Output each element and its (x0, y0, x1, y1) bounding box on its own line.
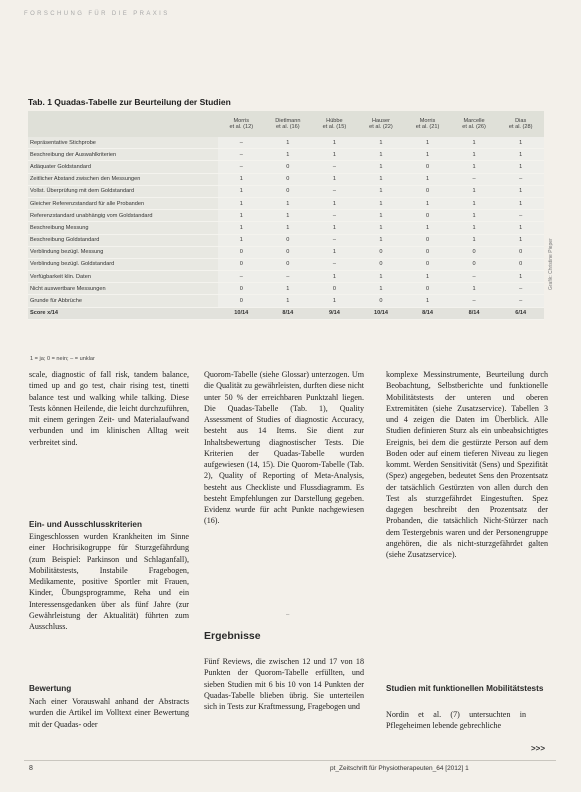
rating-cell: – (218, 161, 265, 173)
rating-cell: 1 (218, 197, 265, 209)
study-column-header (311, 111, 358, 137)
paragraph: Fünf Reviews, die zwischen 12 und 17 von 18 Punkten der Quorom-Tabelle erfüllten, und sieben Studien mit 6 bis 10 von 14 Punkten der Quadas-Tabelle blieben übrig. Sie unterteilen sich in Tests zur Kraftmessung, Fragebogen und (204, 657, 364, 711)
rating-cell: 0 (404, 258, 451, 270)
table-legend: 1 = ja; 0 = nein; – = unklar (30, 356, 95, 362)
rating-cell: 0 (358, 246, 405, 258)
table-row (28, 234, 544, 246)
paragraph: Eingeschlossen wurden Krankheiten im Sinne einer Hochrisikogruppe für Sturzgefährdung (zum Beispiel: Parkinson und Schlaganfall), Mobilitätstests, Instabile Fragebogen, Medikamente, positive Sportler mit Frauen, Kinder, Übungsprogramme, Reha und ein Interessensgedanken über als fünf Jahre (zur Gewährleistung der Aktualität) führten zum Ausschluss. (29, 532, 189, 631)
rating-cell: 6/14 (497, 307, 544, 319)
rating-cell: 1 (311, 149, 358, 161)
rating-cell: 1 (358, 234, 405, 246)
rating-cell: 0 (497, 258, 544, 270)
study-author: Dias (515, 117, 527, 124)
rating-cell: – (497, 283, 544, 295)
rating-cell: 0 (265, 173, 312, 185)
table-title: Tab. 1 Quadas-Tabelle zur Beurteilung der Studien (28, 97, 231, 107)
rating-cell: 0 (311, 283, 358, 295)
rating-cell: 0 (451, 246, 498, 258)
rating-cell: 1 (265, 149, 312, 161)
rating-cell: – (451, 173, 498, 185)
rating-cell: 1 (358, 173, 405, 185)
criterion-cell: Repräsentative Stichprobe (28, 137, 218, 149)
rating-cell: – (497, 295, 544, 307)
study-reference: et al. (12) (229, 124, 254, 130)
rating-cell: 0 (404, 210, 451, 222)
criterion-cell: Vollst. Überprüfung mit dem Goldstandard (28, 185, 218, 197)
page-number: 8 (29, 765, 33, 772)
rating-cell: – (311, 210, 358, 222)
rating-cell: 1 (497, 161, 544, 173)
score-row (28, 307, 544, 319)
rating-cell: 10/14 (218, 307, 265, 319)
rating-cell: 1 (358, 271, 405, 283)
journal-footer: pt_Zeitschrift für Physiotherapeuten_64 [2012] 1 (330, 765, 469, 772)
rating-cell: 1 (218, 185, 265, 197)
rating-cell: 1 (497, 197, 544, 209)
table-row (28, 137, 544, 149)
rating-cell: 1 (358, 283, 405, 295)
rating-cell: 1 (311, 222, 358, 234)
rating-cell: 1 (265, 283, 312, 295)
rating-cell: 1 (404, 222, 451, 234)
criterion-cell: Gleicher Referenzstandard für alle Probanden (28, 197, 218, 209)
photo-credit: Grafik: Christine Pieper (548, 238, 554, 290)
rating-cell: 1 (358, 137, 405, 149)
rating-cell: 1 (497, 234, 544, 246)
rating-cell: 1 (497, 149, 544, 161)
rating-cell: 8/14 (265, 307, 312, 319)
table-row (28, 197, 544, 209)
study-author: Hübbe (326, 117, 343, 124)
rating-cell: 1 (218, 210, 265, 222)
study-reference: et al. (15) (322, 124, 347, 130)
rating-cell: 0 (404, 246, 451, 258)
footer-rule (24, 760, 556, 761)
rating-cell: 1 (404, 197, 451, 209)
rating-cell: 1 (218, 173, 265, 185)
table-row (28, 149, 544, 161)
rating-cell: 1 (358, 161, 405, 173)
section-heading-ein-ausschluss: Ein- und Ausschlusskriterien (29, 520, 142, 529)
rating-cell: 1 (451, 234, 498, 246)
study-column-header (451, 111, 498, 137)
rating-cell: 1 (265, 222, 312, 234)
rating-cell: 1 (497, 271, 544, 283)
rating-cell: 1 (451, 149, 498, 161)
rating-cell: – (311, 185, 358, 197)
criterion-cell: Nicht auswertbare Messungen (28, 283, 218, 295)
rating-cell: 1 (265, 210, 312, 222)
section-heading-bewertung: Bewertung (29, 684, 72, 693)
rating-cell: 0 (404, 185, 451, 197)
rating-cell: 1 (358, 149, 405, 161)
rating-cell: 1 (311, 271, 358, 283)
rating-cell: 0 (218, 258, 265, 270)
rating-cell: 0 (358, 258, 405, 270)
criterion-cell: Grunde für Abbrüche (28, 295, 218, 307)
section-divider: – (286, 612, 290, 618)
rating-cell: 0 (404, 283, 451, 295)
criterion-cell: Zeitlicher Abstand zwischen den Messungen (28, 173, 218, 185)
paragraph: Quorom-Tabelle (siehe Glossar) unterzogen. Um die Qualität zu gewährleisten, durften diese nicht unter 50 % der erreichbaren Punktzahl liegen. Die Quadas-Tabelle (Tab. 1), Quality Assessment of Studies of diagnostic Accuracy, besteht aus 14 Items. Sie dient zur Inhaltsbewertung diagnostischer Tests. Die Kriterien der Quadas-Tabelle wurden aufgewiesen (14, 15). Die Quorom-Tabelle (Tab. 2), Quality of Reporting of Meta-Analysis, besteht aus Checkliste und Flussdiagramm. Es besteht Empfehlungen zur Darstellung gegeben. Evidenz wurde für acht Punkte nachgewiesen (16). (204, 370, 364, 526)
rating-cell: 0 (218, 283, 265, 295)
rating-cell: 1 (358, 210, 405, 222)
rating-cell: – (497, 210, 544, 222)
rating-cell: 10/14 (358, 307, 405, 319)
table-row (28, 161, 544, 173)
rating-cell: 0 (265, 246, 312, 258)
rating-cell: – (451, 295, 498, 307)
rating-cell: 1 (358, 185, 405, 197)
paragraph: scale, diagnostic of fall risk, tandem balance, timed up and go test, chair rising test, tinetti balance test und walking while talking. Diese Tests können Heilende, die leicht durchzuführen, mit einem geringen Zeit- und Materialaufwand verbunden und im klinischen Alltag weit verbreitet sind. (29, 370, 189, 447)
criterion-cell: Verblindung bezügl. Goldstandard (28, 258, 218, 270)
rating-cell: 1 (404, 271, 451, 283)
rating-cell: – (265, 271, 312, 283)
rating-cell: 1 (497, 137, 544, 149)
table-row (28, 210, 544, 222)
rating-cell: 1 (265, 197, 312, 209)
rating-cell: 1 (311, 173, 358, 185)
criterion-cell: Beschreibung Goldstandard (28, 234, 218, 246)
rating-cell: 1 (311, 295, 358, 307)
rating-cell: – (451, 271, 498, 283)
paragraph: Nordin et al. (7) untersuchten in Pflegeheimen lebende gebrechliche (386, 710, 526, 731)
rating-cell: 8/14 (404, 307, 451, 319)
study-author: Morris (419, 117, 436, 124)
rating-cell: – (311, 258, 358, 270)
section-heading-studien-mobilitaetstests: Studien mit funktionellen Mobilitätstests (386, 684, 544, 693)
quadas-table (28, 111, 544, 320)
rating-cell: 1 (358, 197, 405, 209)
study-author: Marcelle (463, 117, 485, 124)
study-column-header (497, 111, 544, 137)
rating-cell: – (311, 161, 358, 173)
paragraph: Nach einer Vorauswahl anhand der Abstracts wurden die Artikel im Volltext einer Bewertung mit der Quadas- oder (29, 697, 189, 729)
study-reference: et al. (22) (369, 124, 393, 130)
rating-cell: 1 (404, 149, 451, 161)
rating-cell: 1 (451, 161, 498, 173)
rating-cell: 1 (265, 137, 312, 149)
study-author: Hauser (371, 117, 390, 124)
rating-cell: 1 (358, 222, 405, 234)
table-row (28, 185, 544, 197)
rating-cell: 1 (404, 295, 451, 307)
criterion-cell: Adäquater Goldstandard (28, 161, 218, 173)
study-reference: et al. (16) (276, 124, 300, 130)
rating-cell: 8/14 (451, 307, 498, 319)
body-column-3 (386, 369, 548, 672)
rating-cell: – (218, 271, 265, 283)
table-row (28, 222, 544, 234)
rating-cell: – (311, 234, 358, 246)
rating-cell: 0 (358, 295, 405, 307)
rating-cell: 1 (218, 222, 265, 234)
rating-cell: 0 (265, 185, 312, 197)
rating-cell: 0 (497, 246, 544, 258)
section-header: FORSCHUNG FÜR DIE PRAXIS (24, 11, 170, 17)
study-reference: et al. (21) (415, 124, 440, 130)
rating-cell: 1 (311, 137, 358, 149)
rating-cell: – (218, 149, 265, 161)
rating-cell: 1 (218, 234, 265, 246)
study-reference: et al. (28) (508, 124, 533, 130)
rating-cell: 1 (311, 197, 358, 209)
study-column-header (404, 111, 451, 137)
criterion-cell: Beschreibung Messung (28, 222, 218, 234)
rating-cell: 1 (451, 197, 498, 209)
criteria-column-header (28, 111, 218, 137)
table-row (28, 283, 544, 295)
rating-cell: 1 (497, 222, 544, 234)
rating-cell: 0 (451, 258, 498, 270)
body-column-1 (29, 369, 189, 509)
table-header-row (28, 111, 544, 137)
body-column-2 (204, 369, 364, 594)
study-column-header (358, 111, 405, 137)
rating-cell: 1 (451, 210, 498, 222)
rating-cell: 1 (451, 137, 498, 149)
table-row (28, 258, 544, 270)
section-heading-ergebnisse: Ergebnisse (204, 630, 261, 642)
study-column-header (265, 111, 312, 137)
criterion-cell: Verfügbarkeit klin. Daten (28, 271, 218, 283)
criterion-cell: Beschreibung der Auswahlkriterien (28, 149, 218, 161)
study-author: Dietlmann (275, 117, 301, 124)
continue-arrows: >>> (531, 744, 546, 753)
table-row (28, 271, 544, 283)
rating-cell: 0 (265, 234, 312, 246)
rating-cell: 1 (451, 222, 498, 234)
rating-cell: 0 (265, 161, 312, 173)
rating-cell: – (497, 173, 544, 185)
table-row (28, 173, 544, 185)
rating-cell: 0 (404, 161, 451, 173)
table-row (28, 246, 544, 258)
rating-cell: 0 (218, 246, 265, 258)
rating-cell: 0 (265, 258, 312, 270)
paragraph: komplexe Messinstrumente, Beurteilung durch Beobachtung, Selbstberichte und funktionelle Mobilitätstests der unteren und oberen Extremitäten (siehe Zusatzservice). Tabellen 3 und 4 zeigen die Daten im Überblick. Alle Studien definieren Sturz als ein unbeabsichtigtes Ereignis, bei dem die gestürzte Person auf dem Boden oder auf einem tieferen Niveau zu liegen kommt. Werden Sensitivität (Sens) und Spezifität (Spez) angegeben, bedeutet Sens den Prozentsatz der tatsächlich Gestürzten von allen durch den Test als sturzgefährdet Eingestuften. Spez dagegen beschreibt den Prozentsatz der Probanden, die tatsächlich Nicht-Stürzer nach dem Testergebnis waren und der Personengruppe angehören, die als nicht-sturzgefährdet galten (siehe Zusatzservice). (386, 370, 548, 559)
table-row (28, 295, 544, 307)
study-author: Morris (233, 117, 250, 124)
rating-cell: 0 (218, 295, 265, 307)
rating-cell: 1 (451, 283, 498, 295)
rating-cell: 1 (265, 295, 312, 307)
criterion-cell: Verblindung bezügl. Messung (28, 246, 218, 258)
study-reference: et al. (26) (462, 124, 486, 130)
rating-cell: 1 (311, 246, 358, 258)
criterion-cell: Score x/14 (28, 307, 218, 319)
rating-cell: – (218, 137, 265, 149)
study-column-header (218, 111, 265, 137)
rating-cell: 1 (451, 185, 498, 197)
rating-cell: 0 (404, 234, 451, 246)
rating-cell: 9/14 (311, 307, 358, 319)
rating-cell: 1 (497, 185, 544, 197)
criterion-cell: Referenzstandard unabhängig vom Goldstandard (28, 210, 218, 222)
rating-cell: 1 (404, 137, 451, 149)
rating-cell: 1 (404, 173, 451, 185)
